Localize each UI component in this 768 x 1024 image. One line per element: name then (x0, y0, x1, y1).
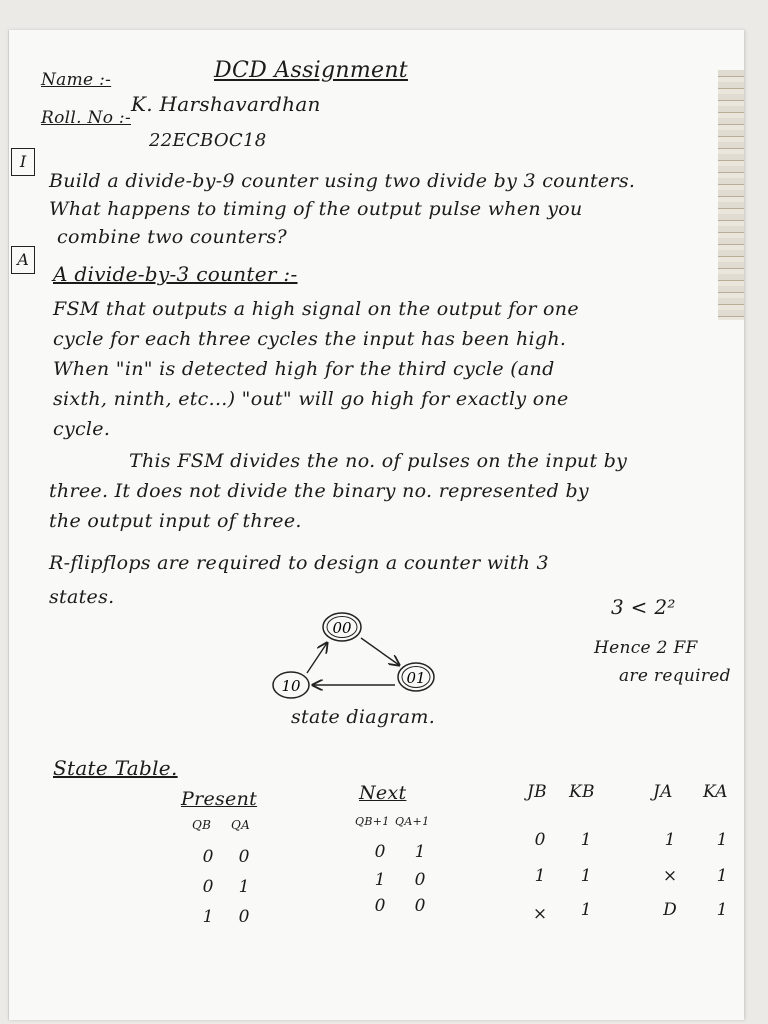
present-header: Present (181, 788, 258, 810)
question-line-3: combine two counters? (57, 226, 287, 248)
question-line-1: Build a divide-by-9 counter using two divide by 3 counters. (49, 170, 636, 192)
diagram-caption: state diagram. (291, 706, 436, 728)
table-cell: 0 (238, 907, 250, 927)
table-cell: 1 (414, 842, 426, 862)
table-cell: 0 (202, 847, 214, 867)
table-cell: 1 (374, 870, 386, 890)
name-value: K. Harshavardhan (131, 92, 321, 116)
table-cell: 1 (580, 830, 592, 850)
name-label: Name :- (41, 70, 112, 90)
question-line-2: What happens to timing of the output pulse when you (49, 198, 583, 220)
table-cell: × (662, 866, 678, 886)
table-cell: 1 (664, 830, 676, 850)
table-cell: 0 (414, 870, 426, 890)
table-cell: 1 (534, 866, 546, 886)
table-cell: 1 (238, 877, 250, 897)
next-sub-qa1: QA+1 (395, 815, 430, 828)
answer-marker: A (11, 246, 35, 274)
para1-line-3: When "in" is detected high for the third cycle (and (53, 358, 555, 380)
roll-value: 22ECBOC18 (149, 130, 267, 151)
jb-header: JB (527, 782, 547, 802)
table-cell: 1 (716, 830, 728, 850)
table-cell: 0 (238, 847, 250, 867)
roll-label: Roll. No :- (41, 108, 132, 128)
arrow-00-to-01 (361, 638, 399, 665)
state-table-title: State Table. (53, 756, 178, 780)
para1-line-2: cycle for each three cycles the input has been high. (53, 328, 567, 350)
table-cell: 1 (580, 866, 592, 886)
inequality: 3 < 2² (611, 595, 676, 619)
hence-line-1: Hence 2 FF (594, 638, 698, 658)
table-cell: 0 (414, 896, 426, 916)
table-cell: 0 (202, 877, 214, 897)
table-cell: 1 (716, 900, 728, 920)
table-cell: D (663, 900, 677, 920)
para2-line-1: This FSM divides the no. of pulses on the input by (129, 450, 628, 472)
kb-header: KB (569, 782, 595, 802)
question-marker: I (11, 148, 35, 176)
present-sub-qa: QA (231, 818, 251, 832)
table-cell: 0 (534, 830, 546, 850)
table-cell: 0 (374, 842, 386, 862)
para3-line-2: states. (49, 586, 115, 608)
next-header: Next (359, 782, 407, 804)
state-label-01: 01 (406, 669, 426, 687)
hence-line-2: are required (619, 666, 731, 686)
table-cell: × (532, 904, 548, 924)
present-sub-qb: QB (192, 818, 212, 832)
para3-line-1: R-flipflops are required to design a counter with 3 (49, 552, 549, 574)
para2-line-2: three. It does not divide the binary no. represented by (49, 480, 589, 502)
state-diagram (249, 605, 449, 715)
arrow-10-to-00 (307, 643, 327, 673)
state-label-10: 10 (281, 677, 301, 695)
ka-header: KA (703, 782, 728, 802)
state-label-00: 00 (332, 619, 352, 637)
answer-heading: A divide-by-3 counter :- (53, 262, 298, 286)
ja-header: JA (653, 782, 673, 802)
page-title: DCD Assignment (214, 58, 408, 83)
para2-line-3: the output input of three. (49, 510, 302, 532)
table-cell: 1 (580, 900, 592, 920)
next-sub-qb1: QB+1 (355, 815, 390, 828)
para1-line-1: FSM that outputs a high signal on the output for one (53, 298, 579, 320)
page-edge-strip (718, 70, 744, 320)
para1-line-4: sixth, ninth, etc...) "out" will go high for exactly one (53, 388, 569, 410)
table-cell: 0 (374, 896, 386, 916)
notebook-page (8, 30, 744, 1020)
table-cell: 1 (202, 907, 214, 927)
table-cell: 1 (716, 866, 728, 886)
para1-line-5: cycle. (53, 418, 111, 440)
